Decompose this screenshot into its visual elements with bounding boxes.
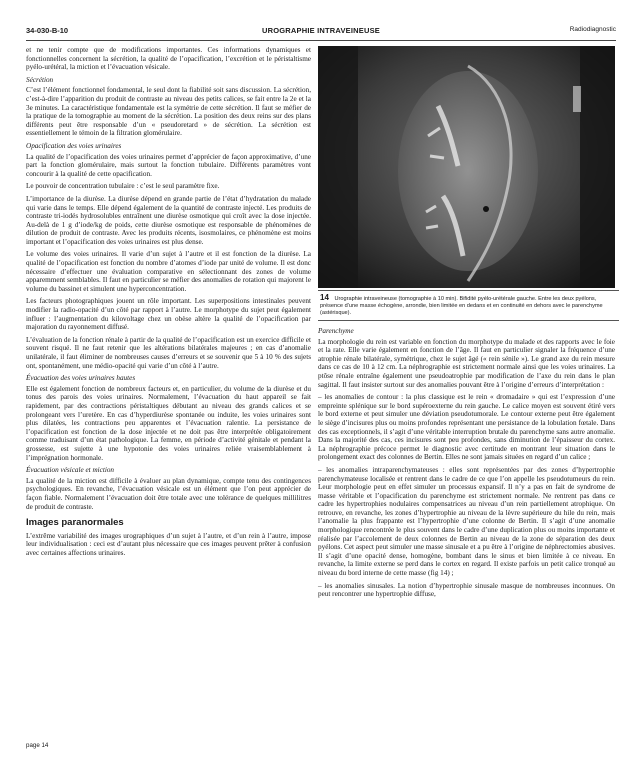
urography-image — [318, 46, 615, 288]
paragraph: – les anomalies sinusales. La notion d’hypertrophie sinusale masque de nombreuses inconnues. On peut rencontrer une hypertrophie diffuse, — [318, 581, 615, 599]
right-column — [318, 323, 615, 603]
paragraph: Le volume des voies urinaires. Il varie d’un sujet à l’autre et il est fonction de la diurèse. La qualité de l’opacification est fonction du nombre d’atomes d’iode par unité de volume. Il est donc nécessaire d’effectuer une évaluation comparative en sélectionnant des zones de volume apparemment semblables. Il faut en particulier se méfier des anomalies de rotation qui majorent le volume du bassinet et simulent une hyperconcentration. — [26, 250, 311, 293]
page-header — [26, 26, 616, 38]
article-reference: 34-030-B-10 — [26, 26, 69, 35]
paragraph: La qualité de la miction est difficile à évaluer au plan dynamique, compte tenu des contingences psychologiques. En revanche, l’évacuation vésicale est un élément que l’on peut apprécier de façon fiable. Normalement l’évacuation doit être totale avec une tolérance de quelques millilitres de produit de contraste. — [26, 476, 311, 511]
subheading-vesicale: Évacuation vésicale et miction — [26, 466, 115, 475]
subheading-parenchyme: Parenchyme — [318, 327, 354, 335]
paragraph: – les anomalies de contour : la plus classique est le rein « dromadaire » qui est l’expression d’une empreinte splénique sur le bord supéroexterne du rein gauche. Le calice moyen est souvent étiré vers le bord externe et peut simuler une déviation pseudotumorale. Le contour externe peut être également le siège d’incisures plus ou moins profondes représentant une persistance de la lobulation fœtale. Dans des cas exceptionnels, il s’agit d’une véritable interruption brutale du parenchyme sans autre anomalie. Dans la majorité des cas, ces incisures sont peu profondes, sans diminution de l’épaisseur du cortex. La néphrographie précoce permet le diagnostic avec certitude en montrant leur situation dans le prolongement exact des colonnes de Bertin. Elles ne sont jamais situées en regard d’un calice ; — [318, 393, 615, 462]
section-category: Radiodiagnostic — [569, 26, 616, 33]
subheading-evacuation: Évacuation des voies urinaires hautes — [26, 374, 136, 383]
paragraph: Elle est également fonction de nombreux facteurs et, en particulier, du volume de la diurèse et du tonus des parois des voies urinaires. Normalement, l’évacuation du haut appareil se fait rapidement, par des contractions péristaltiques débutant au niveau des grands calices et se prolongeant vers l’uretère. En cas d’hyperdiurèse spontanée ou induite, les voies urinaires sont plus dilatées, les contractions peu apparentes et l’évacuation ralentie. La persistance de l’opacification est fonction de la dose injectée et ne doit pas être interprétée obligatoirement comme traduisant d’un état pathologique. La femme, en période d’activité génitale et pendant la grossesse, est sujette à une hypotonie des voies urinaires reliée vraisemblablement à l’imprégnation hormonale. — [26, 384, 311, 462]
paragraph: – les anomalies intraparenchymateuses : elles sont représentées par des zones d’hypertrophie parenchymateuse localisée et rentrent dans le cadre de ce que l’on appelle les pseudotumeurs du rein. Leur morphologie peut en effet simuler un processus expansif. Il n’y a pas en fait de syndrome de masse véritable et l’opacification du parenchyme est strictement normale. Ne rentrent pas dans ce cadre les hypertrophies nodulaires compensatrices au niveau d’un rein partiellement atrophique. On retrouve, en revanche, les zones d’hypertrophie au niveau de la lèvre supérieure du hile du rein, mais l’anomalie la plus frappante est l’hypertrophie d’une colonne de Bertin. Il s’agit d’une anomalie morphologique rencontrée le plus souvent dans le cadre d’une duplication plus ou moins importante et réalisée par l’accolement de deux colonnes de Bertin au niveau de la zone de séparation des deux pyélons. Cet aspect peut simuler une masse sinusale et a pu être à l’origine de néphrectomies abusives. Il s’agit d’une opacité dense, homogène, bombant dans le sinus et bien limitée à ce niveau. En revanche, la limite externe se perd dans le cortex en regard. Il existe parfois un petit calice tronqué au niveau du bord interne de cette masse (fig 14) ; — [318, 465, 615, 578]
figure-number: 14 — [320, 293, 329, 302]
subheading-secretion: Sécrétion — [26, 75, 54, 84]
paragraph: La morphologie du rein est variable en fonction du morphotype du malade et des rapports avec le foie et la rate. Elle varie également en fonction de l’âge. Il faut en particulier signaler la fréquence d’une atrophie rénale bilatérale, symétrique, chez le sujet âgé (« rein sénile »). Le grand axe du rein mesure dans ce cas de 10 à 12 cm. La néphrographie est strictement normale ainsi que les voies urinaires. La ptôse rénale entraîne également une pseudoatrophie par modification de l’axe du rein dans le plan sagittal. Il faut insister surtout sur des anomalies pouvant être à l’origine d’erreurs d’interprétation : — [318, 337, 615, 389]
paragraph: et ne tenir compte que de modifications importantes. Ces informations dynamiques et fonctionnelles concernent la sécrétion, la qualité de l’opacification, l’excrétion et le péristaltisme pyélo-urétéral, la miction et l’évacuation vésicale. — [26, 46, 311, 72]
page-number: page 14 — [26, 742, 49, 749]
paragraph: C’est l’élément fonctionnel fondamental, le seul dont la fiabilité soit sans discussion. La sécrétion, c’est-à-dire l’apparition du produit de contraste au niveau des petits calices, se fait entre la 2e et la 3e minutes. La caractéristique fondamentale est la symétrie de cette sécrétion. Il faut se méfier de la pratique de la tomographie au moment de la sécrétion. La position des deux reins sur des plans différents peut être responsable d’un « pseudoretard » de sécrétion. La sécrétion est essentiellement le témoin de la filtration glomérulaire. — [26, 86, 311, 138]
paragraph: L’extrême variabilité des images urographiques d’un sujet à l’autre, et d’un rein à l’autre, impose leur individualisation : ceci est d’autant plus nécessaire que ces images peuvent prêter à confusion avec certaines affections urinaires. — [26, 531, 311, 557]
left-column — [26, 46, 311, 561]
radiograph-illustration — [318, 46, 615, 288]
paragraph: L’évaluation de la fonction rénale à partir de la qualité de l’opacification est un exercice difficile et souvent risqué. Il ne faut retenir que les altérations bilatérales majeures ; en cas d’anomalie unilatérale, il faut éliminer de nombreuses causes d’erreurs et se souvenir que 5 à 10 % des sujets ont, spontanément, une médio-opacité qui varie d’un côté à l’autre. — [26, 335, 311, 370]
paragraph: Les facteurs photographiques jouent un rôle important. Les superpositions intestinales peuvent modifier la radio-opacité d’un côté par rapport à l’autre. Le morphotype du sujet peut également influer : l’augmentation du kilovoltage chez un obèse altère la qualité de l’opacification par majoration du rayonnement diffusé. — [26, 297, 311, 332]
paragraph: Le pouvoir de concentration tubulaire : c’est le seul paramètre fixe. — [26, 182, 220, 191]
section-heading-images: Images paranormales — [26, 517, 124, 529]
paragraph: La qualité de l’opacification des voies urinaires permet d’apprécier de façon approximative, d’une part la fonction glomérulaire, mais surtout la fonction tubulaire. Différents paramètres vont concourir à la qualité de cette opacification. — [26, 152, 311, 178]
running-title: UROGRAPHIE INTRAVEINEUSE — [261, 26, 380, 35]
header-rule — [26, 40, 616, 41]
paragraph: L’importance de la diurèse. La diurèse dépend en grande partie de l’état d’hydratation du malade qui varie dans le temps. Elle dépend également de la quantité de contraste injecté. Les produits de contraste tri-iodés hydrosolubles entraînent une diurèse osmotique qui croît avec la dose injectée. Au-delà de 1 g d’iode/kg de poids, cette diurèse osmotique est responsable de phénomènes de dilution de produit de contraste. Avec les produits récents, isosmolaires, ce phénomène est moins important et l’opacification des voies urinaires est plus dense. — [26, 194, 311, 246]
caption-text: Urographie intraveineuse (tomographie à 10 min). Bifidité pyélo-urétérale gauche. Entre les deux pyélons, présence d’une masse échogène, arrondie, bien limitée en dedans et en continuité en dehors avec le parenchyme (astérisque). — [320, 296, 603, 316]
subheading-opacification: Opacification des voies urinaires — [26, 141, 122, 150]
figure-caption — [318, 290, 619, 321]
